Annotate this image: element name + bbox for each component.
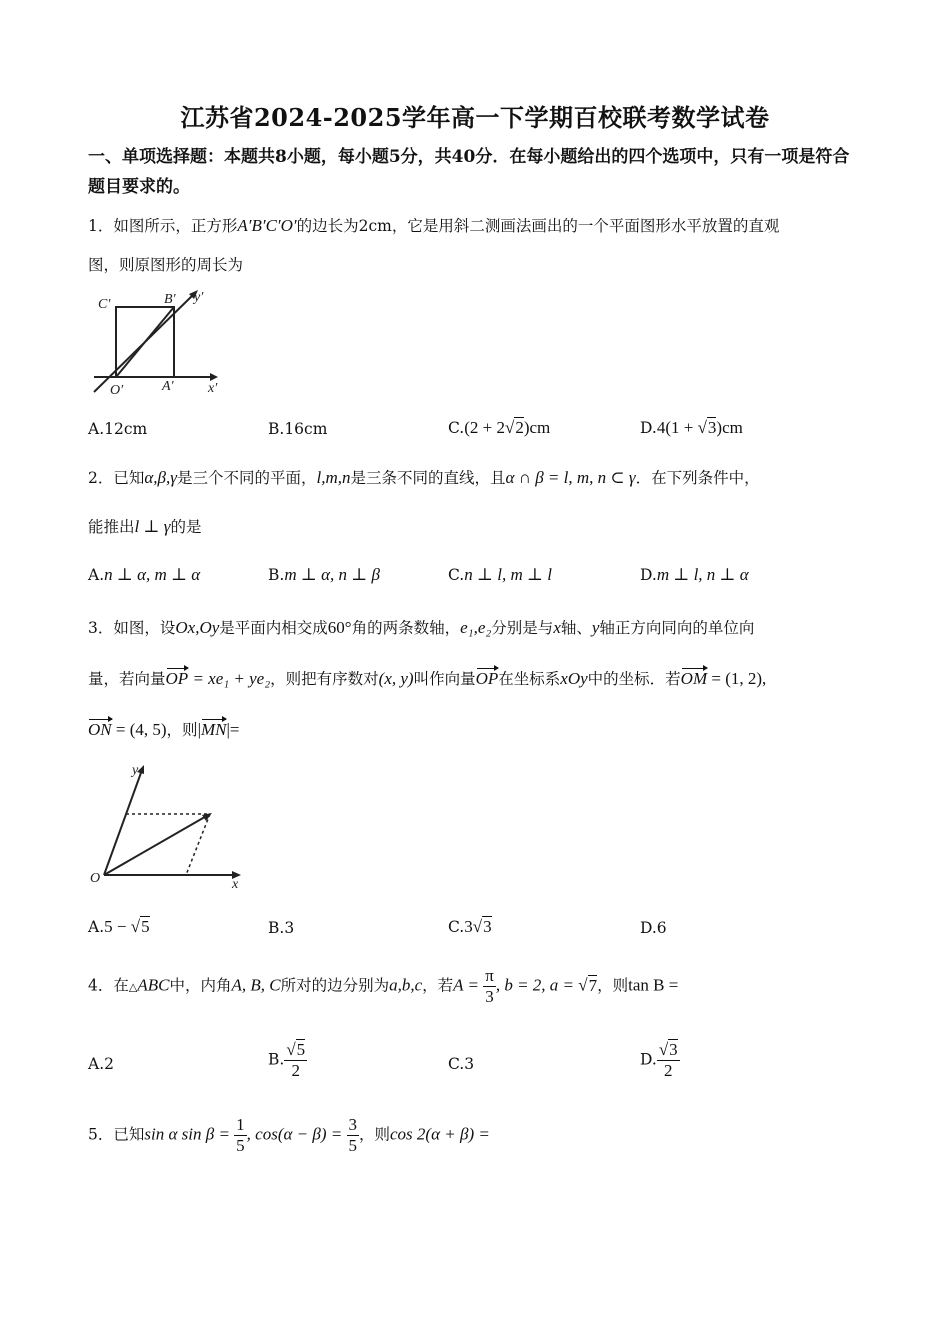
q3-stem: 3．如图，设Ox,Oy是平面内相交成60°角的两条数轴，e₁,e₂分别是与x轴、y轴正方向同向的单位向: [88, 618, 755, 637]
q1-label-a: A′: [162, 379, 174, 394]
q3-label-x: x: [232, 877, 239, 892]
q2-option-c[interactable]: C.n ⊥ l, m ⊥ l: [448, 565, 552, 584]
q3-option-a[interactable]: A.5 − √5: [88, 917, 150, 936]
q4-option-a[interactable]: A.2: [88, 1055, 114, 1073]
q1-stem-line2: 图，则原图形的周长为: [88, 256, 244, 274]
q4-option-c[interactable]: C.3: [448, 1055, 475, 1073]
q3-option-c[interactable]: C.3√3: [448, 917, 492, 936]
section-heading: 一、单项选择题：本题共8小题，每小题5分，共40分．在每小题给出的四个选项中，只有一项是符合题目要求的。: [88, 147, 850, 197]
q2-option-b[interactable]: B.m ⊥ α, n ⊥ β: [268, 565, 380, 584]
q1-option-d[interactable]: D.4(1 + √3)cm: [640, 418, 743, 437]
q2-option-d[interactable]: D.m ⊥ l, n ⊥ α: [640, 565, 749, 584]
q1-figure: [86, 284, 226, 398]
q1-shape: A′B′C′O′: [237, 216, 297, 235]
q3-stem-line2: 量，若向量OP = xe₁ + ye₂，则把有序数对(x, y)叫作向量OP在坐标系xOy中的坐标．若OM = (1, 2),: [88, 669, 767, 688]
q2-stem-line2: 能推出l ⊥ γ的是: [88, 517, 202, 536]
q3-label-o: O: [90, 871, 101, 886]
q1-label-c: C′: [98, 297, 111, 312]
q3-figure: [86, 760, 251, 892]
q3-option-b[interactable]: B.3: [268, 919, 295, 937]
q3-label-y: y: [132, 763, 139, 778]
q1-option-b[interactable]: B.16cm: [268, 420, 328, 438]
q1-option-c[interactable]: C.(2 + 2√2)cm: [448, 418, 551, 437]
q1-label-x: x′: [208, 381, 218, 396]
q1-label-y: y′: [194, 290, 204, 305]
q4-option-b[interactable]: B. $\frac{√5}{2}$: [268, 1040, 306, 1080]
q5-stem: 5．已知sin α sin β = $\frac{1}{5}$ , cos(α − β) = $\frac{3}{5}$ ，则cos 2(α + β) =: [88, 1115, 490, 1155]
q1-option-a[interactable]: A.12cm: [88, 420, 148, 438]
page-title: 江苏省2024-2025学年高一下学期百校联考数学试卷: [180, 103, 770, 132]
q1-label-o: O′: [110, 383, 124, 398]
q4-option-d[interactable]: D. $\frac{√3}{2}$: [640, 1040, 678, 1080]
q2-option-a[interactable]: A.n ⊥ α, m ⊥ α: [88, 565, 201, 584]
q2-stem: 2．已知α,β,γ是三个不同的平面，l,m,n是三条不同的直线，且α ∩ β = l, m, n ⊂ γ．在下列条件中，: [88, 468, 760, 487]
q3-option-d[interactable]: D.6: [640, 919, 667, 937]
q1-label-b: B′: [164, 292, 176, 307]
q1-stem: 1．如图所示，正方形A′B′C′O′的边长为2cm，它是用斜二测画法画出的一个平面图形水平放置的直观: [88, 216, 780, 235]
q3-stem-line3: ON = (4, 5)，则|MN|=: [88, 720, 240, 739]
q4-stem: 4．在△ABC中，内角A, B, C所对的边分别为a,b,c，若A = $\frac{\pi}{3}$ , b = 2, a = √7，则tan B =: [88, 966, 679, 1006]
